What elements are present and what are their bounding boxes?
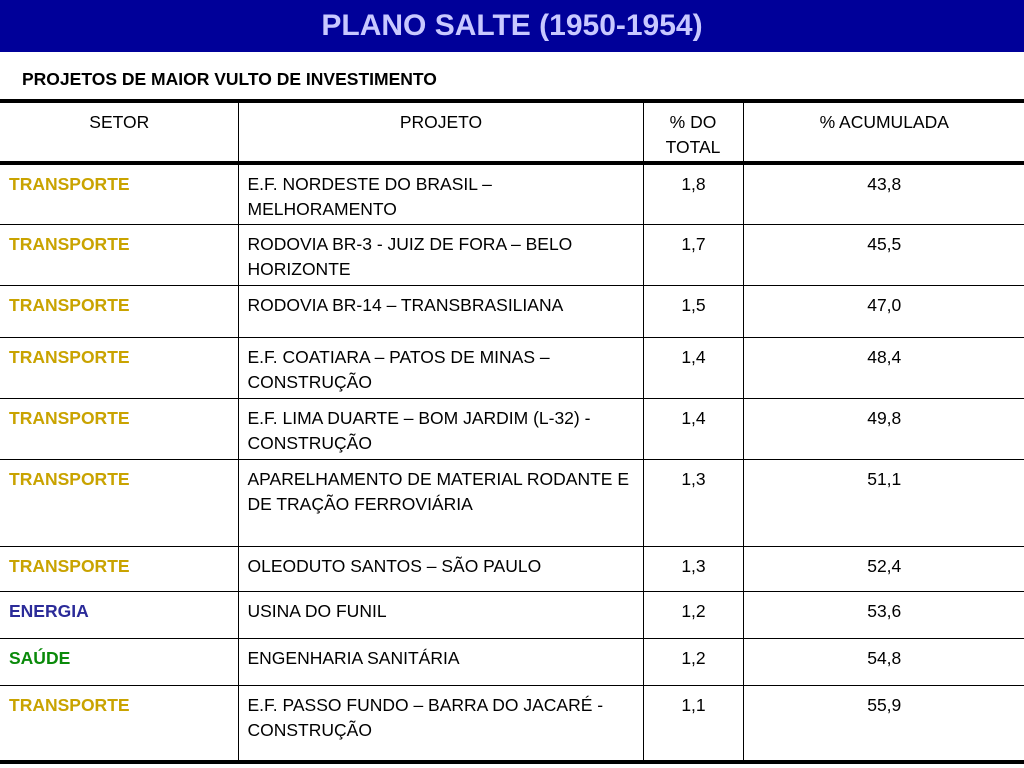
header-setor: SETOR: [0, 101, 238, 163]
header-pct-acumulada: % ACUMULADA: [743, 101, 1024, 163]
cell-setor: TRANSPORTE: [0, 546, 238, 591]
slide-title: PLANO SALTE (1950-1954): [321, 9, 703, 42]
cell-projeto: E.F. PASSO FUNDO – BARRA DO JACARÉ - CONSTRUÇÃO: [238, 685, 643, 762]
cell-setor: TRANSPORTE: [0, 285, 238, 337]
table-row: [0, 224, 1024, 285]
cell-pct-acumulada: 51,1: [743, 459, 1024, 546]
table-row: [0, 546, 1024, 591]
cell-pct-acumulada: 53,6: [743, 591, 1024, 638]
table-row: [0, 163, 1024, 224]
header-pct-total: % DO TOTAL: [643, 101, 743, 163]
projects-table: [0, 99, 1024, 764]
cell-projeto: RODOVIA BR-3 - JUIZ DE FORA – BELO HORIZONTE: [238, 224, 643, 285]
table-row: [0, 398, 1024, 459]
cell-projeto: E.F. LIMA DUARTE – BOM JARDIM (L-32) - CONSTRUÇÃO: [238, 398, 643, 459]
cell-projeto: APARELHAMENTO DE MATERIAL RODANTE E DE TRAÇÃO FERROVIÁRIA: [238, 459, 643, 546]
cell-setor: TRANSPORTE: [0, 163, 238, 224]
header-projeto: PROJETO: [238, 101, 643, 163]
cell-projeto: ENGENHARIA SANITÁRIA: [238, 638, 643, 685]
cell-pct-total: 1,3: [643, 459, 743, 546]
cell-pct-acumulada: 48,4: [743, 337, 1024, 398]
cell-pct-total: 1,8: [643, 163, 743, 224]
cell-projeto: E.F. NORDESTE DO BRASIL – MELHORAMENTO: [238, 163, 643, 224]
table-header-row: [0, 101, 1024, 163]
cell-pct-total: 1,2: [643, 638, 743, 685]
cell-setor: TRANSPORTE: [0, 685, 238, 762]
cell-pct-total: 1,4: [643, 398, 743, 459]
cell-pct-acumulada: 52,4: [743, 546, 1024, 591]
cell-setor: SAÚDE: [0, 638, 238, 685]
table-row: [0, 459, 1024, 546]
cell-pct-acumulada: 47,0: [743, 285, 1024, 337]
cell-pct-total: 1,2: [643, 591, 743, 638]
cell-pct-total: 1,1: [643, 685, 743, 762]
cell-pct-acumulada: 55,9: [743, 685, 1024, 762]
cell-pct-total: 1,5: [643, 285, 743, 337]
cell-pct-total: 1,4: [643, 337, 743, 398]
cell-pct-acumulada: 54,8: [743, 638, 1024, 685]
table-row: [0, 591, 1024, 638]
cell-setor: TRANSPORTE: [0, 337, 238, 398]
cell-pct-acumulada: 49,8: [743, 398, 1024, 459]
table-body: [0, 163, 1024, 762]
table-row: [0, 285, 1024, 337]
cell-pct-acumulada: 43,8: [743, 163, 1024, 224]
cell-projeto: RODOVIA BR-14 – TRANSBRASILIANA: [238, 285, 643, 337]
cell-setor: ENERGIA: [0, 591, 238, 638]
cell-projeto: USINA DO FUNIL: [238, 591, 643, 638]
table-subtitle: PROJETOS DE MAIOR VULTO DE INVESTIMENTO: [22, 69, 437, 89]
cell-pct-total: 1,3: [643, 546, 743, 591]
cell-projeto: OLEODUTO SANTOS – SÃO PAULO: [238, 546, 643, 591]
cell-setor: TRANSPORTE: [0, 224, 238, 285]
cell-pct-total: 1,7: [643, 224, 743, 285]
table-row: [0, 638, 1024, 685]
cell-setor: TRANSPORTE: [0, 398, 238, 459]
cell-projeto: E.F. COATIARA – PATOS DE MINAS – CONSTRUÇÃO: [238, 337, 643, 398]
table-row: [0, 685, 1024, 762]
cell-setor: TRANSPORTE: [0, 459, 238, 546]
cell-pct-acumulada: 45,5: [743, 224, 1024, 285]
slide-title-bar: [0, 0, 1024, 52]
table-row: [0, 337, 1024, 398]
